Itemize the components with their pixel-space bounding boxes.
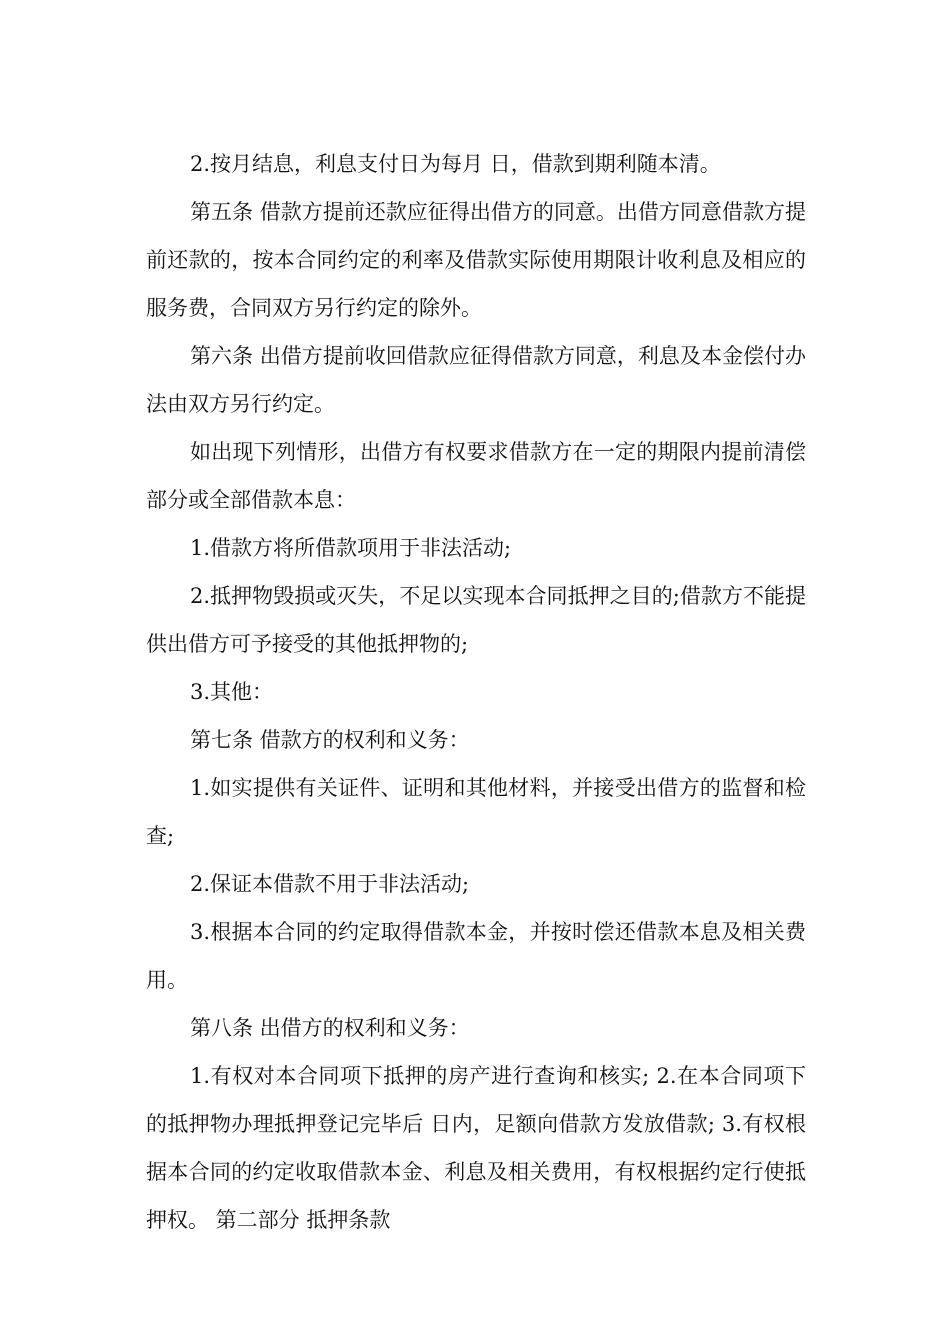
paragraph-article-7-item-3: 3.根据本合同的约定取得借款本金，并按时偿还借款本息及相关费用。 [146, 920, 806, 992]
paragraph-article-7-item-2: 2.保证本借款不用于非法活动; [190, 872, 470, 896]
paragraph-interest-payment: 2.按月结息，利息支付日为每月 日，借款到期利随本清。 [190, 152, 721, 176]
paragraph-article-8-items: 1.有权对本合同项下抵押的房产进行查询和核实; 2.在本合同项下的抵押物办理抵押登记完毕后 日内，足额向借款方发放借款; 3.有权根据本合同的约定收取借款本金、利息及相关费用，有权根据约定行使抵押权。 第二部分 抵押条款 [146, 1064, 806, 1232]
paragraph-early-repayment-conditions: 如出现下列情形，出借方有权要求借款方在一定的期限内提前清偿部分或全部借款本息： [146, 440, 806, 512]
paragraph-article-6: 第六条 出借方提前收回借款应征得借款方同意，利息及本金偿付办法由双方另行约定。 [146, 344, 806, 416]
paragraph-article-7-heading: 第七条 借款方的权利和义务： [190, 728, 470, 752]
paragraph-condition-2: 2.抵押物毁损或灭失，不足以实现本合同抵押之目的;借款方不能提供出借方可予接受的其他抵押物的; [146, 584, 806, 656]
document-body [146, 140, 806, 1244]
paragraph-article-8-heading: 第八条 出借方的权利和义务： [190, 1016, 470, 1040]
paragraph-condition-3: 3.其他： [190, 680, 274, 704]
paragraph-condition-1: 1.借款方将所借款项用于非法活动; [190, 536, 512, 560]
paragraph-article-5: 第五条 借款方提前还款应征得出借方的同意。出借方同意借款方提前还款的，按本合同约定的利率及借款实际使用期限计收利息及相应的服务费，合同双方另行约定的除外。 [146, 200, 806, 320]
paragraph-article-7-item-1: 1.如实提供有关证件、证明和其他材料，并接受出借方的监督和检查; [146, 776, 806, 848]
